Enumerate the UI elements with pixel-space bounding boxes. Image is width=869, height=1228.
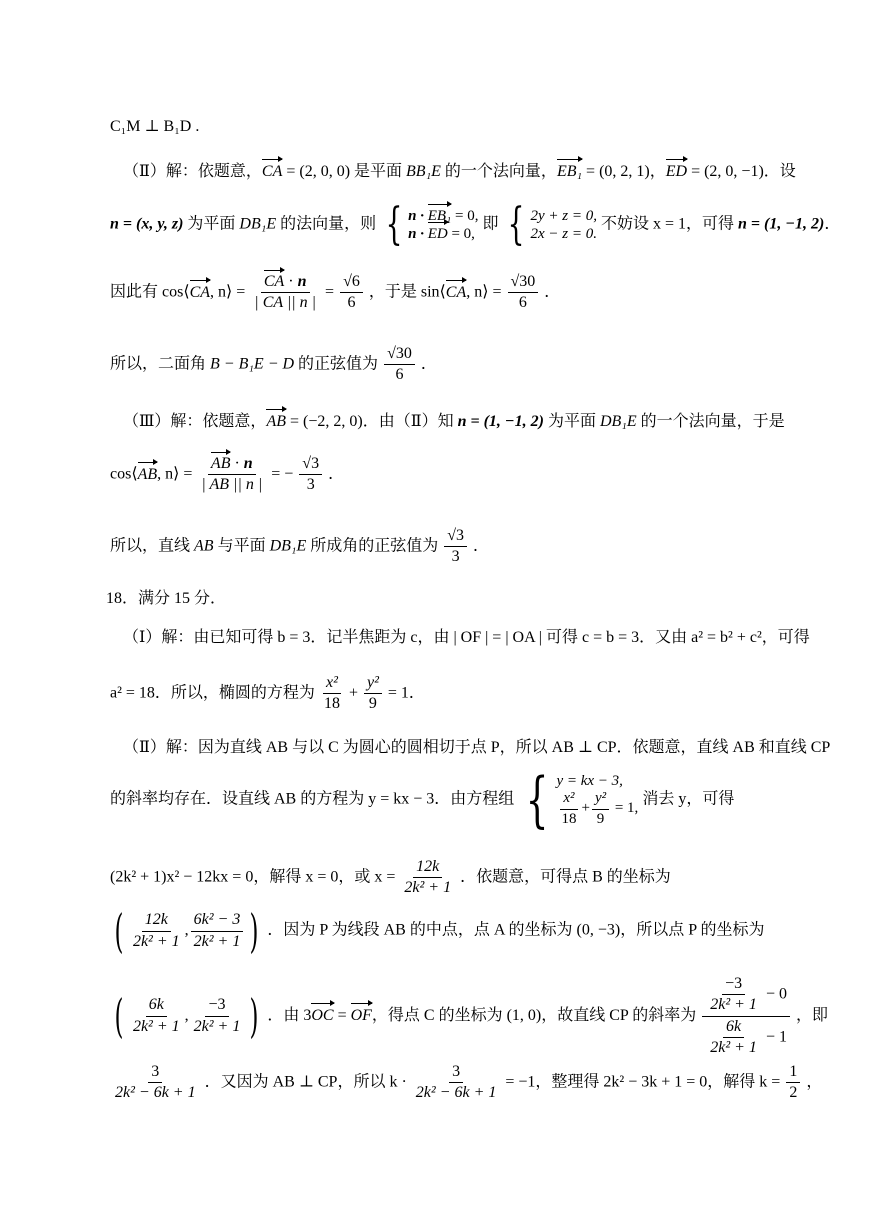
fraction: [786, 1063, 800, 1103]
denominator: | AB || n |: [201, 476, 263, 494]
text: = 1,: [611, 800, 639, 817]
numerator: 3: [148, 1063, 162, 1083]
vector-ca: CA: [445, 283, 467, 301]
text: （Ⅰ）解：由已知可得 b = 3．记半焦距为 c，由 | OF | = | OA | 可得 c = b = 3．又由 a² = b² + c²，可得: [123, 629, 810, 646]
numerator: 12k: [142, 911, 171, 931]
denominator: 2k² + 1: [710, 996, 757, 1014]
text: 不妨设 x = 1，可得: [600, 215, 739, 233]
line-point-p: ( $\frac{6k}{\text{2k² + 1}}$ , $\frac{-3}{\text{2k² + 1}}$ ) ．由 3OC = OF，得点 C 的坐标为 (1, 0)，故直线 CP 的斜率为 $\frac{-3}{\text{2k² + 1}}$ − 0 $\frac{6k}{\text{2k² + 1}}$ − 1 ，即: [114, 975, 828, 1057]
fraction: [707, 1018, 760, 1058]
text: 18．满分 15 分．: [106, 590, 227, 607]
text: = −: [271, 465, 294, 483]
right-paren: ): [249, 904, 259, 958]
line-cos-ca-n: [110, 273, 560, 313]
numerator: 3: [449, 1063, 463, 1083]
text: ．: [328, 465, 345, 483]
text: n = (1, −1, 2): [457, 413, 544, 430]
line-text: C₁M ⊥ B₁D .: [110, 118, 200, 135]
fraction: [198, 455, 265, 495]
vector-eb1: EB₁: [427, 208, 452, 224]
denominator: 9: [368, 695, 377, 713]
text: ，得点 C 的坐标为 (1, 0)，故直线 CP 的斜率为: [371, 1006, 697, 1024]
denominator: 2k² − 6k + 1: [115, 1084, 196, 1102]
line-point-b: ( $\frac{12k}{\text{2k² + 1}}$ , $\frac{\text{6k² − 3}}{\text{2k² + 1}}$ ) ．因为 P 为线段 AB 的中点，点 A 的坐标为 (0, −3)，所以点 P 的坐标为: [114, 904, 765, 958]
line-part1-ellipse: [123, 628, 810, 647]
line-c1m-perp: [110, 117, 199, 136]
fraction: [413, 1063, 500, 1103]
text: B − B₁E − D: [210, 355, 295, 373]
brace: {: [385, 199, 403, 250]
denominator: 2k² + 1: [193, 932, 241, 950]
system-row: $\frac{\text{x²}}{18}$ + $\frac{\text{y²}}{9}$ = 1,: [556, 790, 638, 828]
vector-oc: OC: [311, 1006, 334, 1024]
fraction: [707, 975, 760, 1015]
slope-fraction: [702, 975, 790, 1058]
text: ，即: [795, 1006, 828, 1024]
fraction: [364, 674, 382, 714]
vector-ed: ED: [665, 163, 688, 180]
denominator: 2k² + 1: [193, 1017, 241, 1035]
text: , n⟩ =: [210, 283, 250, 301]
text: （Ⅱ）解：依题意，: [123, 163, 262, 180]
numerator: AB · n: [208, 455, 256, 475]
text: (2k² + 1)x² − 12kx = 0，解得 x = 0，或 x =: [110, 868, 400, 886]
line-normal-vector: [110, 199, 841, 250]
text: 的斜率均存在．设直线 AB 的方程为 y = kx − 3．由方程组: [110, 790, 515, 808]
text: BB₁E: [406, 163, 441, 180]
vector-ca: CA: [263, 273, 285, 290]
text: n = (x, y, z): [110, 215, 184, 233]
text: = (0, 2, 1)，: [582, 163, 666, 180]
vector-of: OF: [350, 1006, 372, 1024]
vector-ca: CA: [261, 163, 283, 180]
line-part2-tangent: [123, 738, 830, 757]
text: 即: [482, 215, 499, 233]
numerator: y²: [592, 790, 609, 809]
fraction: [444, 527, 467, 567]
fraction: [130, 996, 183, 1036]
text: , n⟩ =: [157, 465, 197, 483]
text: = (2, 0, −1)．设: [687, 163, 796, 180]
line-part2-intro: [123, 162, 796, 181]
text: （Ⅲ）解：依题意，: [123, 413, 267, 430]
line-slope-system: [110, 765, 735, 835]
numerator: √3: [299, 455, 322, 475]
line-ellipse-equation: [110, 674, 425, 714]
text: , n⟩ =: [466, 283, 506, 301]
vector-ab: AB: [137, 465, 158, 483]
text: 所以，二面角: [110, 355, 211, 373]
denominator: | CA || n |: [254, 294, 317, 312]
text: ，: [806, 1073, 823, 1091]
numerator: −3: [205, 996, 228, 1016]
equation-system-3: [518, 765, 639, 835]
numerator: −3: [722, 975, 745, 995]
line-solve-k: [110, 1063, 822, 1103]
text: ．由 3: [267, 1006, 312, 1024]
numerator: CA · n: [261, 273, 310, 293]
text: n ·: [408, 208, 428, 224]
denominator: 2: [789, 1084, 798, 1102]
line-part3-intro: [123, 412, 785, 431]
fraction: [299, 455, 322, 495]
numerator: √6: [340, 273, 363, 293]
fraction: [112, 1063, 199, 1103]
text: 的一个法向量，于是: [636, 413, 785, 430]
numerator: √30: [508, 273, 539, 293]
text: n ·: [408, 226, 428, 242]
equation-system-1: [380, 199, 479, 250]
vector-ca: CA: [189, 283, 211, 301]
text: 的一个法向量，: [440, 163, 557, 180]
text: 的正弦值为: [294, 355, 379, 373]
system-row: [408, 225, 478, 243]
question-18-heading: [106, 589, 226, 608]
numerator: x²: [323, 674, 341, 694]
text: ．又因为 AB ⊥ CP，所以 k ·: [204, 1073, 411, 1091]
text: = (−2, 2, 0)．由（Ⅱ）知: [285, 413, 458, 430]
fraction: [191, 911, 244, 951]
text: ．: [544, 283, 561, 301]
vector-ab: AB: [266, 413, 286, 430]
text: a² = 18．所以，椭圆的方程为: [110, 684, 315, 702]
system-row: 2y + z = 0,: [530, 208, 597, 224]
vector-ed: ED: [427, 226, 448, 242]
fraction: [251, 273, 319, 313]
text: 与平面: [213, 537, 270, 555]
vector-ab: AB: [210, 455, 231, 472]
fraction: [508, 273, 539, 313]
line-quadratic: [110, 858, 671, 898]
text: 为平面: [183, 215, 240, 233]
text: 为平面: [543, 413, 600, 430]
text: DB₁E: [239, 215, 277, 233]
denominator: [702, 1017, 790, 1058]
numerator: y²: [364, 674, 382, 694]
text: DB₁E: [599, 413, 637, 430]
text: = (2, 0, 0) 是平面: [282, 163, 407, 180]
numerator: [702, 975, 790, 1017]
right-paren: ): [249, 989, 259, 1044]
fraction: [592, 790, 609, 828]
text: = 0,: [451, 208, 479, 224]
text: （Ⅱ）解：因为直线 AB 与以 C 为圆心的圆相切于点 P，所以 AB ⊥ CP．依题意，直线 AB 和直线 CP: [123, 739, 831, 756]
brace: {: [508, 199, 525, 250]
text: ．: [473, 537, 490, 555]
denominator: 18: [323, 695, 340, 713]
denominator: 6: [395, 366, 404, 384]
text: 因此有 cos⟨: [110, 283, 190, 301]
text: DB₁E: [269, 537, 307, 555]
brace: {: [525, 765, 549, 835]
denominator: 2k² − 6k + 1: [415, 1084, 497, 1102]
vector-eb1: EB₁: [556, 163, 583, 180]
denominator: 2k² + 1: [710, 1039, 757, 1057]
left-paren: (: [114, 989, 124, 1044]
text: ．因为 P 为线段 AB 的中点，点 A 的坐标为 (0, −3)，所以点 P 的坐标为: [267, 921, 765, 939]
fraction: [401, 858, 454, 898]
denominator: 2k² + 1: [132, 1017, 180, 1035]
denominator: 3: [306, 476, 315, 494]
numerator: 6k: [723, 1018, 744, 1038]
equation-system-2: [502, 199, 597, 250]
numerator: √3: [444, 527, 467, 547]
fraction: [130, 911, 183, 951]
text: ．依题意，可得点 B 的坐标为: [460, 868, 671, 886]
denominator: 6: [518, 294, 527, 312]
text: 的法向量，则: [276, 215, 377, 233]
text: n = (1, −1, 2): [738, 215, 825, 233]
line-dihedral-sine: [110, 345, 437, 385]
text: 消去 y，可得: [642, 790, 735, 808]
numerator: 6k² − 3: [191, 911, 244, 931]
text: 所成角的正弦值为: [306, 537, 439, 555]
text: 所以，直线: [110, 537, 195, 555]
text: = 1．: [383, 684, 425, 702]
denominator: 6: [347, 294, 356, 312]
denominator: 9: [596, 810, 605, 827]
denominator: 3: [451, 548, 460, 566]
fraction: [340, 273, 363, 313]
numerator: 6k: [146, 996, 167, 1016]
left-paren: (: [114, 904, 124, 958]
text: =: [325, 283, 339, 301]
fraction: [191, 996, 244, 1036]
text: = −1，整理得 2k² − 3k + 1 = 0，解得 k =: [505, 1073, 785, 1091]
numerator: 12k: [413, 858, 442, 878]
text: =: [333, 1006, 351, 1024]
line-cos-ab-n: [110, 455, 344, 495]
numerator: √30: [384, 345, 415, 365]
text: = 0,: [447, 226, 475, 242]
system-row: y = kx − 3,: [556, 773, 623, 790]
text: AB: [194, 537, 214, 555]
text: ．: [420, 355, 437, 373]
text: − 0: [761, 985, 787, 1003]
fraction: [384, 345, 415, 385]
line-line-plane-sine: [110, 527, 489, 567]
text: − 1: [761, 1028, 787, 1046]
denominator: 18: [561, 810, 577, 827]
text: cos⟨: [110, 465, 138, 483]
numerator: 1: [786, 1063, 800, 1083]
denominator: 2k² + 1: [404, 879, 452, 897]
fraction: [558, 790, 579, 828]
denominator: 2k² + 1: [132, 932, 180, 950]
text: ．: [824, 215, 841, 233]
fraction: [321, 674, 343, 714]
system-row: 2x − z = 0.: [530, 226, 597, 242]
text: ，于是 sin⟨: [368, 283, 446, 301]
text: +: [344, 684, 362, 702]
numerator: x²: [560, 790, 577, 809]
